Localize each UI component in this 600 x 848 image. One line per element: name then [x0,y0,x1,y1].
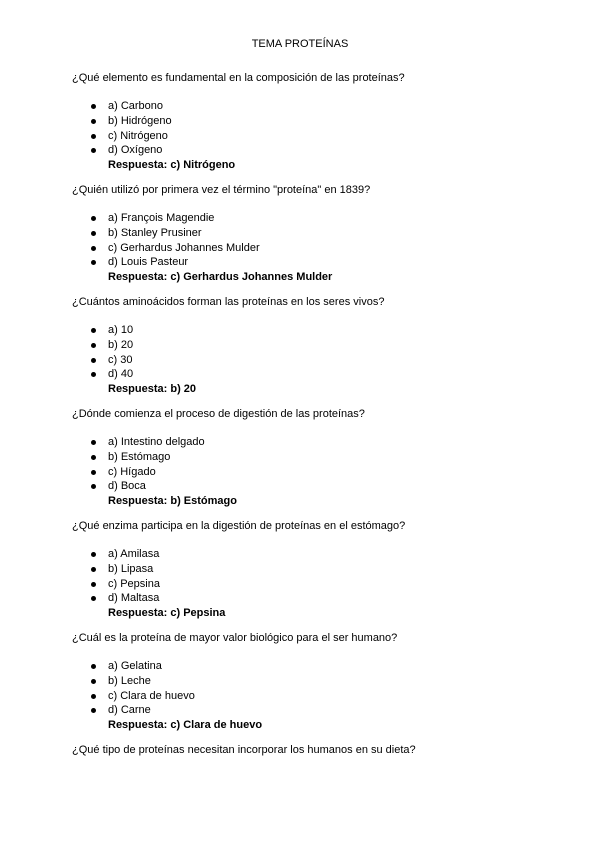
list-item [72,659,532,674]
question-block [72,631,532,733]
list-item [72,129,532,144]
bullet-icon [91,148,96,153]
list-item [72,465,532,480]
question-block [72,519,532,621]
bullet-icon [91,708,96,713]
bullet-icon [91,231,96,236]
list-item [72,211,532,226]
answer-text: Respuesta: c) Clara de huevo [108,719,263,732]
list-item [72,547,532,562]
options-list [72,99,532,158]
option-text: a) 10 [108,324,134,336]
list-item [72,226,532,241]
list-item [72,338,532,353]
bullet-icon [91,104,96,109]
question-text: ¿Quién utilizó por primera vez el término "proteína" en 1839? [72,184,371,196]
list-item [72,435,532,450]
options-list [72,323,532,382]
question-text: ¿Cuántos aminoácidos forman las proteínas en los seres vivos? [72,296,385,308]
list-item [72,591,532,606]
bullet-icon [91,679,96,684]
bullet-icon [91,260,96,265]
list-item [72,479,532,494]
option-text: b) Leche [108,674,151,687]
question-block [72,183,532,285]
question-text: ¿Qué tipo de proteínas necesitan incorporar los humanos en su dieta? [72,744,416,756]
option-text: d) Boca [108,480,146,493]
list-item [72,99,532,114]
question-text: ¿Qué elemento es fundamental en la composición de las proteínas? [72,72,405,84]
answer-text: Respuesta: b) Estómago [108,495,237,508]
bullet-icon [91,328,96,333]
option-text: b) Lipasa [108,562,154,575]
bullet-icon [91,119,96,124]
answer-text: Respuesta: b) 20 [108,383,197,396]
option-text: c) 30 [108,353,133,366]
bullet-icon [91,552,96,557]
list-item [72,143,532,158]
question-block [72,71,532,173]
option-text: c) Gerhardus Johannes Mulder [108,241,260,254]
option-text: a) Amilasa [108,548,160,560]
list-item [72,353,532,368]
list-item [72,577,532,592]
bullet-icon [91,664,96,669]
bullet-icon [91,440,96,445]
list-item [72,114,532,129]
bullet-icon [91,246,96,251]
bullet-icon [91,134,96,139]
option-text: b) Estómago [108,450,171,463]
bullet-icon [91,470,96,475]
option-text: a) Carbono [108,100,164,112]
list-item [72,255,532,270]
bullet-icon [91,372,96,377]
option-text: a) François Magendie [108,212,215,224]
option-text: d) Louis Pasteur [108,256,189,269]
option-text: d) Oxígeno [108,144,163,157]
bullet-icon [91,216,96,221]
option-text: c) Pepsina [108,577,160,590]
option-text: b) Stanley Prusiner [108,226,202,239]
question-block [72,743,532,758]
option-text: b) 20 [108,338,134,351]
bullet-icon [91,484,96,489]
bullet-icon [91,455,96,460]
bullet-icon [91,694,96,699]
option-text: d) Carne [108,704,151,717]
question-text: ¿Dónde comienza el proceso de digestión de las proteínas? [72,408,365,420]
list-item [72,241,532,256]
list-item [72,689,532,704]
bullet-icon [91,596,96,601]
list-item [72,450,532,465]
question-text: ¿Cuál es la proteína de mayor valor biológico para el ser humano? [72,632,398,644]
answer-text: Respuesta: c) Pepsina [108,607,226,620]
bullet-icon [91,343,96,348]
list-item [72,703,532,718]
option-text: c) Hígado [108,465,156,478]
options-list [72,211,532,270]
list-item [72,367,532,382]
options-list [72,659,532,718]
option-text: a) Gelatina [108,660,162,672]
answer-text: Respuesta: c) Nitrógeno [108,159,236,172]
option-text: c) Nitrógeno [108,129,168,142]
question-text: ¿Qué enzima participa en la digestión de proteínas en el estómago? [72,520,406,532]
bullet-icon [91,358,96,363]
bullet-icon [91,582,96,587]
option-text: a) Intestino delgado [108,436,205,448]
option-text: c) Clara de huevo [108,689,195,702]
list-item [72,674,532,689]
list-item [72,562,532,577]
option-text: d) Maltasa [108,592,160,605]
bullet-icon [91,567,96,572]
document-title: TEMA PROTEÍNAS [251,38,349,50]
option-text: b) Hidrógeno [108,114,172,127]
option-text: d) 40 [108,368,134,381]
answer-text: Respuesta: c) Gerhardus Johannes Mulder [108,271,333,284]
options-list [72,435,532,494]
question-block [72,295,532,397]
question-block [72,407,532,509]
options-list [72,547,532,606]
list-item [72,323,532,338]
